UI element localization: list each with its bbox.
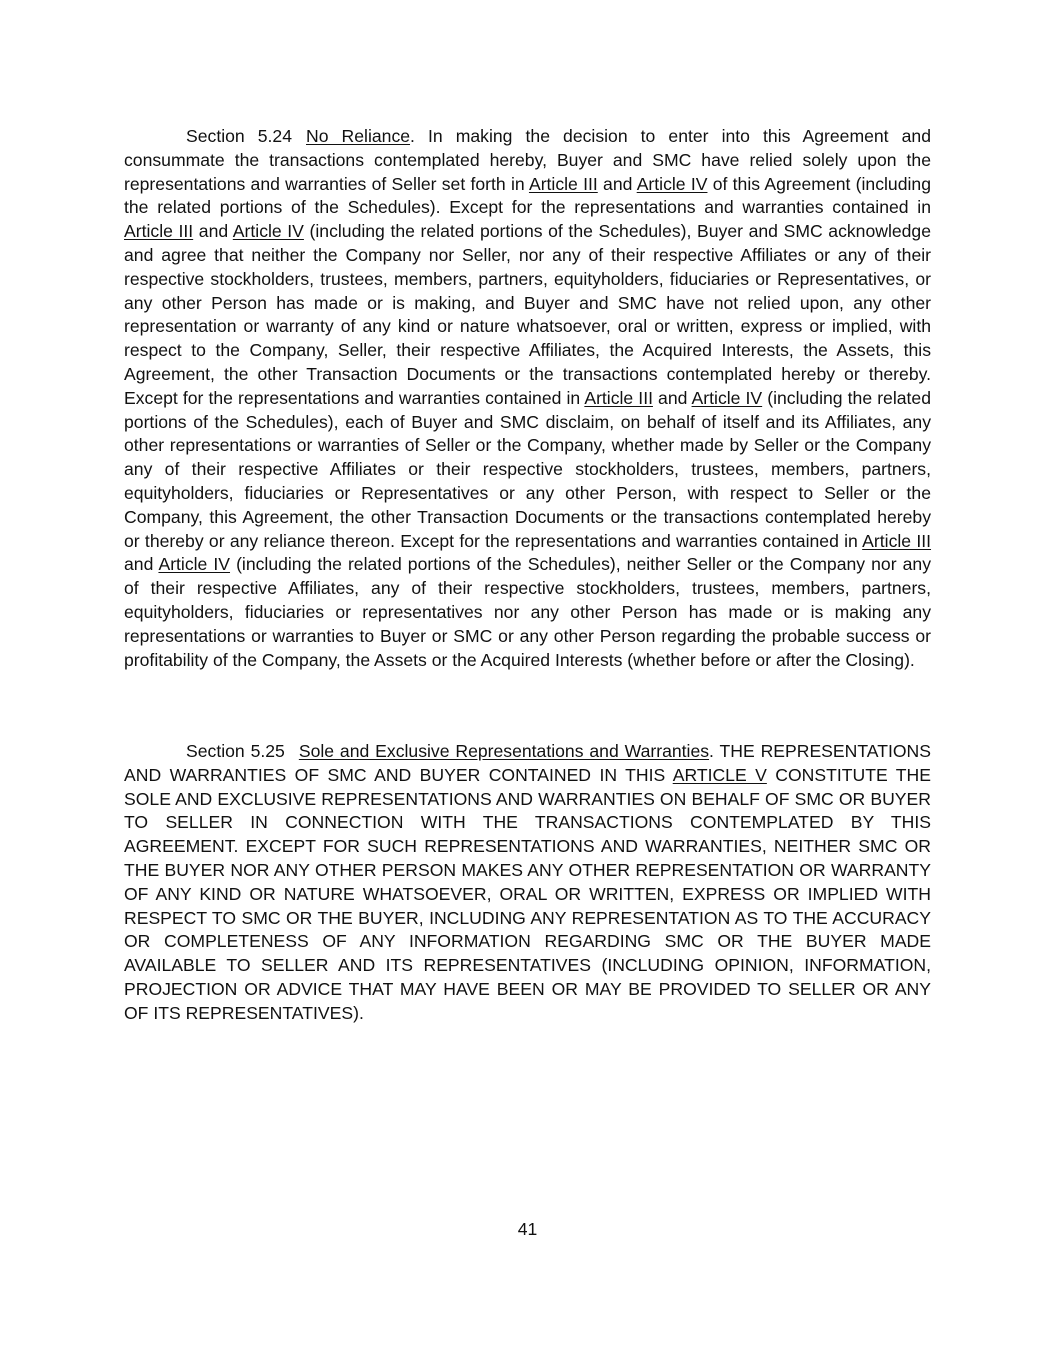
- section-number: Section 5.25: [186, 741, 285, 761]
- section-5-25-paragraph: Section 5.25 Sole and Exclusive Representations and Warranties. THE REPRESENTATIONS AND WARRANTIES OF SMC AND BUYER CONTAINED IN THIS ARTICLE V CONSTITUTE THE SOLE AND EXCLUSIVE REPRESENTATIONS AND WARRANTIES ON BEHALF OF SMC OR BUYER TO SELLER IN CONNECTION WITH THE TRANSACTIONS CONTEMPLATED BY THIS AGREEMENT. EXCEPT FOR SUCH REPRESENTATIONS AND WARRANTIES, NEITHER SMC OR THE BUYER NOR ANY OTHER PERSON MAKES ANY OTHER REPRESENTATION OR WARRANTY OF ANY KIND OR NATURE WHATSOEVER, ORAL OR WRITTEN, EXPRESS OR IMPLIED WITH RESPECT TO SMC OR THE BUYER, INCLUDING ANY REPRESENTATION AS TO THE ACCURACY OR COMPLETENESS OF ANY INFORMATION REGARDING SMC OR THE BUYER MADE AVAILABLE TO SELLER AND ITS REPRESENTATIVES (INCLUDING OPINION, INFORMATION, PROJECTION OR ADVICE THAT MAY HAVE BEEN OR MAY BE PROVIDED TO SELLER OR ANY OF ITS REPRESENTATIVES).: [124, 741, 931, 1023]
- article-reference[interactable]: ARTICLE V: [672, 764, 767, 785]
- article-reference[interactable]: Article III: [528, 173, 598, 194]
- article-reference[interactable]: Article IV: [691, 387, 763, 408]
- article-reference[interactable]: Article IV: [158, 554, 231, 575]
- article-reference[interactable]: Article IV: [636, 173, 708, 194]
- article-reference[interactable]: Article III: [124, 221, 194, 242]
- page-number: 41: [517, 1219, 538, 1239]
- section-heading-no-reliance: No Reliance: [306, 126, 411, 146]
- article-reference[interactable]: Article IV: [232, 221, 304, 242]
- section-heading-sole-and-exclusive: Sole and Exclusive Representations and Warranties: [298, 741, 710, 761]
- article-reference[interactable]: Article III: [862, 530, 932, 551]
- article-reference[interactable]: Article III: [584, 387, 653, 408]
- section-number: Section 5.24: [186, 126, 292, 146]
- section-5-24-paragraph: Section 5.24 No Reliance. In making the decision to enter into this Agreement and consummate the transactions contemplated hereby, Buyer and SMC have relied solely upon the representations and warranties of Seller set forth in Article III and Article IV of this Agreement (including the related portions of the Schedules). Except for the representations and warranties contained in Article III and Article IV (including the related portions of the Schedules), Buyer and SMC acknowledge and agree that neither the Company nor Seller, nor any of their respective Affiliates or any of their respective stockholders, trustees, members, partners, equityholders, fiduciaries or Representatives, or any other Person has made or is making, and Buyer and SMC have not relied upon, any other representation or warranty of any kind or nature whatsoever, oral or written, express or implied, with respect to the Company, Seller, their respective Affiliates, the Acquired Interests, the Assets, this Agreement, the other Transaction Documents or the transactions contemplated hereby or thereby. Except for the representations and warranties contained in Article III and Article IV (including the related portions of the Schedules), each of Buyer and SMC disclaim, on behalf of itself and its Affiliates, any other representations or warranties of Seller or the Company, whether made by Seller or the Company any of their respective Affiliates or their respective stockholders, trustees, members, partners, equityholders, fiduciaries or Representatives or any other Person, with respect to Seller or the Company, this Agreement, the other Transaction Documents or the transactions contemplated hereby or thereby or any reliance thereon. Except for the representations and warranties contained in Article III and Article IV (including the related portions of the Schedules), neither Seller or the Company nor any of their respective Affiliates, any of their respective stockholders, trustees, members, partners, equityholders, fiduciaries or representatives nor any other Person has made or is making any representations or warranties to Buyer or SMC or any other Person regarding the probable success or profitability of the Company, the Assets or the Acquired Interests (whether before or after the Closing).: [124, 126, 932, 670]
